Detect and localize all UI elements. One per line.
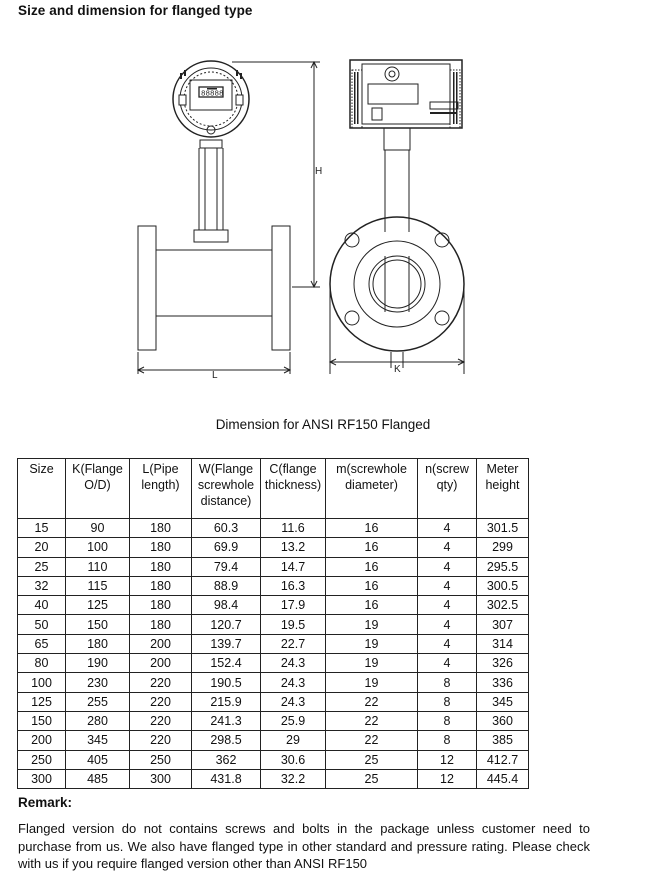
table-cell: 200 [18, 731, 66, 750]
table-cell: 362 [192, 750, 261, 769]
table-cell: 385 [477, 731, 529, 750]
table-cell: 307 [477, 615, 529, 634]
table-cell: 180 [130, 519, 192, 538]
table-row [18, 673, 529, 692]
table-cell: 360 [477, 711, 529, 730]
table-cell: 17.9 [261, 596, 326, 615]
table-cell: 125 [66, 596, 130, 615]
table-row [18, 615, 529, 634]
table-cell: 4 [418, 557, 477, 576]
table-cell: 190 [66, 654, 130, 673]
table-cell: 14.7 [261, 557, 326, 576]
table-cell: 345 [477, 692, 529, 711]
table-cell: 19 [326, 615, 418, 634]
col-header-screwhole-diameter: m(screwhole diameter) [326, 459, 418, 519]
table-cell: 69.9 [192, 538, 261, 557]
table-cell: 80 [18, 654, 66, 673]
table-cell: 220 [130, 731, 192, 750]
table-row [18, 576, 529, 595]
table-cell: 11.6 [261, 519, 326, 538]
table-cell: 24.3 [261, 673, 326, 692]
table-row [18, 654, 529, 673]
table-cell: 4 [418, 576, 477, 595]
table-cell: 8 [418, 692, 477, 711]
table-row [18, 538, 529, 557]
dim-k-label: K [394, 364, 401, 375]
table-cell: 302.5 [477, 596, 529, 615]
col-header-meter-height: Meter height [477, 459, 529, 519]
table-cell: 79.4 [192, 557, 261, 576]
table-cell: 250 [130, 750, 192, 769]
table-row [18, 634, 529, 653]
table-cell: 88.9 [192, 576, 261, 595]
table-cell: 250 [18, 750, 66, 769]
table-cell: 19 [326, 654, 418, 673]
table-cell: 180 [130, 576, 192, 595]
table-row [18, 711, 529, 730]
table-cell: 100 [18, 673, 66, 692]
table-cell: 485 [66, 769, 130, 788]
table-cell: 25 [18, 557, 66, 576]
table-cell: 150 [66, 615, 130, 634]
col-header-pipe-length: L(Pipe length) [130, 459, 192, 519]
table-cell: 299 [477, 538, 529, 557]
table-cell: 230 [66, 673, 130, 692]
table-cell: 22.7 [261, 634, 326, 653]
col-header-size: Size [18, 459, 66, 519]
dimension-table [17, 458, 529, 789]
table-cell: 16 [326, 576, 418, 595]
table-cell: 8 [418, 711, 477, 730]
table-cell: 115 [66, 576, 130, 595]
table-cell: 16 [326, 519, 418, 538]
table-cell: 24.3 [261, 654, 326, 673]
table-cell: 241.3 [192, 711, 261, 730]
table-cell: 98.4 [192, 596, 261, 615]
table-cell: 280 [66, 711, 130, 730]
table-cell: 19 [326, 634, 418, 653]
table-cell: 215.9 [192, 692, 261, 711]
table-cell: 25 [326, 769, 418, 788]
table-cell: 16.3 [261, 576, 326, 595]
table-cell: 8 [418, 731, 477, 750]
table-cell: 152.4 [192, 654, 261, 673]
table-cell: 110 [66, 557, 130, 576]
table-cell: 125 [18, 692, 66, 711]
table-cell: 15 [18, 519, 66, 538]
remark-title: Remark: [18, 795, 73, 810]
table-cell: 30.6 [261, 750, 326, 769]
table-cell: 32 [18, 576, 66, 595]
table-cell: 4 [418, 615, 477, 634]
table-cell: 16 [326, 538, 418, 557]
table-row [18, 731, 529, 750]
table-cell: 60.3 [192, 519, 261, 538]
table-cell: 24.3 [261, 692, 326, 711]
table-cell: 295.5 [477, 557, 529, 576]
table-cell: 412.7 [477, 750, 529, 769]
table-cell: 12 [418, 750, 477, 769]
table-header-row [18, 459, 529, 519]
table-row [18, 769, 529, 788]
table-cell: 431.8 [192, 769, 261, 788]
table-row [18, 557, 529, 576]
table-row [18, 750, 529, 769]
table-cell: 4 [418, 596, 477, 615]
table-cell: 65 [18, 634, 66, 653]
table-row [18, 519, 529, 538]
col-header-flange-thickness: C(flange thickness) [261, 459, 326, 519]
table-cell: 220 [130, 673, 192, 692]
col-header-flange-od: K(Flange O/D) [66, 459, 130, 519]
table-cell: 16 [326, 557, 418, 576]
table-row [18, 596, 529, 615]
table-cell: 180 [66, 634, 130, 653]
front-view [138, 61, 323, 374]
table-cell: 4 [418, 538, 477, 557]
table-cell: 220 [130, 711, 192, 730]
table-cell: 336 [477, 673, 529, 692]
table-cell: 314 [477, 634, 529, 653]
table-cell: 345 [66, 731, 130, 750]
table-cell: 298.5 [192, 731, 261, 750]
table-cell: 190.5 [192, 673, 261, 692]
table-cell: 220 [130, 692, 192, 711]
table-cell: 180 [130, 615, 192, 634]
table-cell: 445.4 [477, 769, 529, 788]
table-cell: 25 [326, 750, 418, 769]
flowmeter-drawing [0, 0, 646, 400]
table-cell: 300 [18, 769, 66, 788]
table-cell: 25.9 [261, 711, 326, 730]
table-cell: 100 [66, 538, 130, 557]
side-view [330, 60, 464, 374]
table-cell: 40 [18, 596, 66, 615]
page-heading: Size and dimension for flanged type [18, 3, 253, 18]
table-cell: 4 [418, 634, 477, 653]
table-cell: 200 [130, 634, 192, 653]
table-cell: 22 [326, 692, 418, 711]
table-cell: 300.5 [477, 576, 529, 595]
table-cell: 326 [477, 654, 529, 673]
table-cell: 20 [18, 538, 66, 557]
table-cell: 139.7 [192, 634, 261, 653]
dim-l-label: L [212, 370, 218, 381]
table-cell: 50 [18, 615, 66, 634]
table-cell: 4 [418, 654, 477, 673]
table-cell: 255 [66, 692, 130, 711]
table-cell: 180 [130, 538, 192, 557]
table-cell: 90 [66, 519, 130, 538]
col-header-screw-qty: n(screw qty) [418, 459, 477, 519]
table-cell: 180 [130, 557, 192, 576]
table-cell: 13.2 [261, 538, 326, 557]
table-cell: 12 [418, 769, 477, 788]
table-cell: 301.5 [477, 519, 529, 538]
table-cell: 8 [418, 673, 477, 692]
table-cell: 120.7 [192, 615, 261, 634]
display-digits: 88888 [201, 90, 224, 99]
table-row [18, 692, 529, 711]
table-cell: 180 [130, 596, 192, 615]
table-cell: 32.2 [261, 769, 326, 788]
table-cell: 4 [418, 519, 477, 538]
table-cell: 150 [18, 711, 66, 730]
table-cell: 29 [261, 731, 326, 750]
table-cell: 22 [326, 731, 418, 750]
col-header-screwhole-distance: W(Flange screwhole distance) [192, 459, 261, 519]
table-cell: 19.5 [261, 615, 326, 634]
table-cell: 405 [66, 750, 130, 769]
dim-h-label: H [315, 166, 323, 177]
table-cell: 200 [130, 654, 192, 673]
remark-text: Flanged version do not contains screws and bolts in the package unless customer need to purchase from us. We also have flanged type in other standard and pressure rating. Please check with us if you require flanged version other than ANSI RF150 [18, 821, 590, 871]
table-cell: 300 [130, 769, 192, 788]
table-cell: 22 [326, 711, 418, 730]
table-body [18, 519, 529, 789]
table-cell: 19 [326, 673, 418, 692]
table-cell: 16 [326, 596, 418, 615]
table-caption: Dimension for ANSI RF150 Flanged [215, 417, 431, 432]
